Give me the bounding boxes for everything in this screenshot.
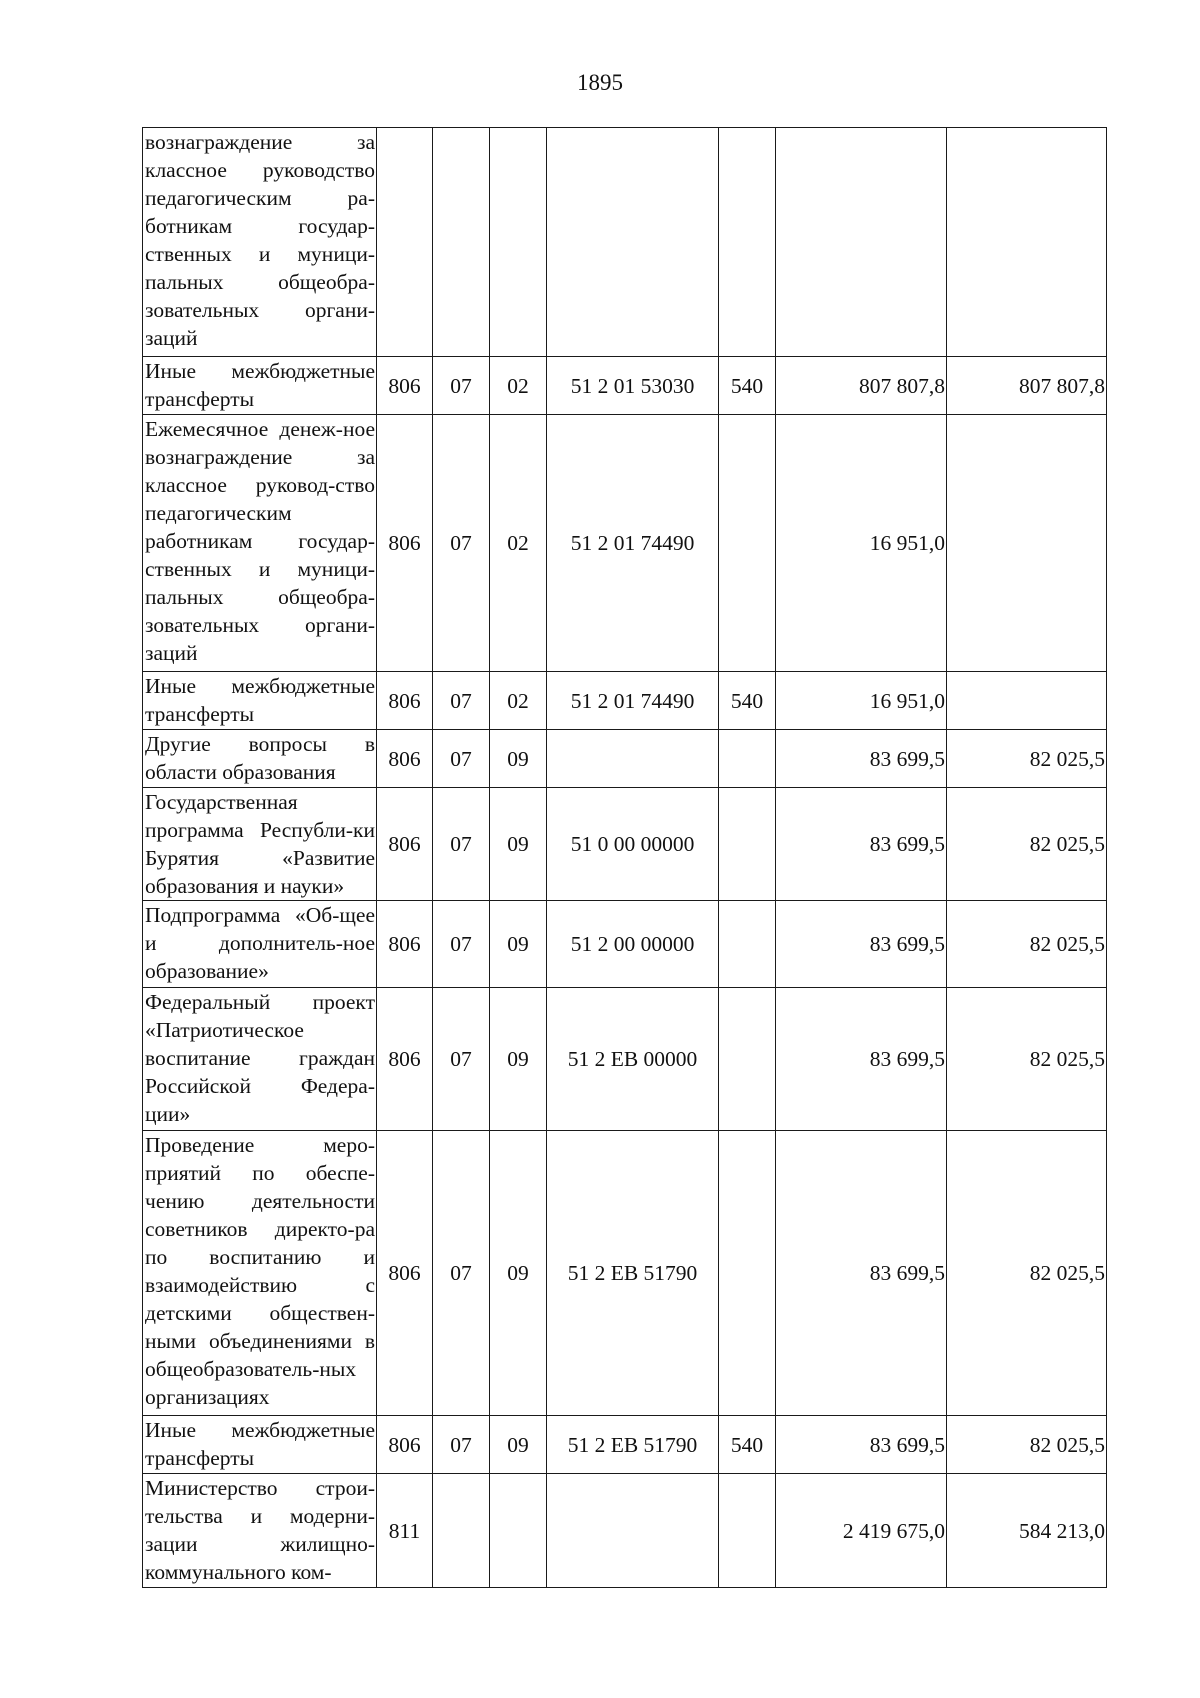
table-row: [143, 357, 1107, 415]
target-article-cell: 51 2 01 74490: [547, 415, 719, 672]
section-code-cell: 07: [433, 1416, 490, 1474]
expense-type-cell: [719, 1474, 776, 1588]
row-name-cell: Другие вопросы в области образования: [143, 730, 377, 788]
expense-type-cell: [719, 901, 776, 988]
table-row: [143, 415, 1107, 672]
section-code-cell: 07: [433, 901, 490, 988]
amount-year1-cell: 807 807,8: [776, 357, 947, 415]
ved-code-cell: 811: [377, 1474, 433, 1588]
subsection-code-cell: 09: [490, 1131, 547, 1416]
amount-year1-cell: 16 951,0: [776, 415, 947, 672]
expense-type-cell: 540: [719, 672, 776, 730]
ved-code-cell: 806: [377, 730, 433, 788]
target-article-cell: [547, 730, 719, 788]
amount-year2-cell: [947, 415, 1107, 672]
target-article-cell: [547, 1474, 719, 1588]
amount-year1-cell: [776, 128, 947, 357]
row-name-cell: Иные межбюджетные трансферты: [143, 1416, 377, 1474]
table-row: [143, 1474, 1107, 1588]
target-article-cell: 51 2 01 74490: [547, 672, 719, 730]
row-name-cell: Федеральный проект «Патриотическое воспитание граждан Российской Федера-ции»: [143, 988, 377, 1131]
section-code-cell: [433, 128, 490, 357]
row-name-cell: Иные межбюджетные трансферты: [143, 672, 377, 730]
expense-type-cell: [719, 128, 776, 357]
table-row: [143, 128, 1107, 357]
section-code-cell: 07: [433, 415, 490, 672]
section-code-cell: 07: [433, 788, 490, 901]
table-row: [143, 730, 1107, 788]
expense-type-cell: [719, 1131, 776, 1416]
amount-year2-cell: 82 025,5: [947, 1416, 1107, 1474]
section-code-cell: 07: [433, 1131, 490, 1416]
amount-year2-cell: 82 025,5: [947, 730, 1107, 788]
subsection-code-cell: [490, 128, 547, 357]
ved-code-cell: 806: [377, 1416, 433, 1474]
ved-code-cell: 806: [377, 788, 433, 901]
table-row: [143, 901, 1107, 988]
section-code-cell: 07: [433, 672, 490, 730]
subsection-code-cell: 09: [490, 730, 547, 788]
subsection-code-cell: 02: [490, 672, 547, 730]
expense-type-cell: 540: [719, 1416, 776, 1474]
amount-year1-cell: 16 951,0: [776, 672, 947, 730]
amount-year1-cell: 83 699,5: [776, 788, 947, 901]
ved-code-cell: [377, 128, 433, 357]
row-name-cell: Иные межбюджетные трансферты: [143, 357, 377, 415]
target-article-cell: [547, 128, 719, 357]
ved-code-cell: 806: [377, 672, 433, 730]
amount-year1-cell: 83 699,5: [776, 730, 947, 788]
amount-year1-cell: 83 699,5: [776, 1131, 947, 1416]
subsection-code-cell: 09: [490, 901, 547, 988]
subsection-code-cell: 02: [490, 357, 547, 415]
section-code-cell: [433, 1474, 490, 1588]
target-article-cell: 51 2 00 00000: [547, 901, 719, 988]
expense-type-cell: [719, 730, 776, 788]
row-name-cell: Подпрограмма «Об-щее и дополнитель-ное образование»: [143, 901, 377, 988]
amount-year1-cell: 83 699,5: [776, 901, 947, 988]
expense-type-cell: [719, 415, 776, 672]
amount-year2-cell: 82 025,5: [947, 988, 1107, 1131]
section-code-cell: 07: [433, 730, 490, 788]
row-name-cell: Министерство строи-тельства и модерни-зации жилищно-коммунального ком-: [143, 1474, 377, 1588]
amount-year2-cell: 807 807,8: [947, 357, 1107, 415]
table-row: [143, 788, 1107, 901]
subsection-code-cell: [490, 1474, 547, 1588]
target-article-cell: 51 2 EB 00000: [547, 988, 719, 1131]
expense-type-cell: 540: [719, 357, 776, 415]
target-article-cell: 51 0 00 00000: [547, 788, 719, 901]
section-code-cell: 07: [433, 988, 490, 1131]
amount-year2-cell: 82 025,5: [947, 788, 1107, 901]
amount-year2-cell: [947, 128, 1107, 357]
subsection-code-cell: 09: [490, 1416, 547, 1474]
table-row: [143, 1131, 1107, 1416]
ved-code-cell: 806: [377, 1131, 433, 1416]
subsection-code-cell: 02: [490, 415, 547, 672]
table-row: [143, 672, 1107, 730]
budget-table: [142, 127, 1107, 1588]
target-article-cell: 51 2 EB 51790: [547, 1416, 719, 1474]
row-name-cell: Ежемесячное денеж-ное вознаграждение за классное руковод-ство педагогическим работникам государ-ственных и муници-пальных общеобра-зовательных органи-заций: [143, 415, 377, 672]
target-article-cell: 51 2 EB 51790: [547, 1131, 719, 1416]
expense-type-cell: [719, 988, 776, 1131]
ved-code-cell: 806: [377, 988, 433, 1131]
ved-code-cell: 806: [377, 901, 433, 988]
amount-year2-cell: 82 025,5: [947, 901, 1107, 988]
amount-year2-cell: 82 025,5: [947, 1131, 1107, 1416]
row-name-cell: Проведение меро-приятий по обеспе-чению деятельности советников директо-ра по воспитанию и взаимодействию с детскими обществен-ными объединениями в общеобразователь-ных организациях: [143, 1131, 377, 1416]
row-name-cell: Государственная программа Республи-ки Бурятия «Развитие образования и науки»: [143, 788, 377, 901]
amount-year2-cell: [947, 672, 1107, 730]
section-code-cell: 07: [433, 357, 490, 415]
subsection-code-cell: 09: [490, 988, 547, 1131]
ved-code-cell: 806: [377, 415, 433, 672]
amount-year1-cell: 83 699,5: [776, 1416, 947, 1474]
row-name-cell: вознаграждение за классное руководство педагогическим ра-ботникам государ-ственных и муници-пальных общеобра-зовательных органи-заций: [143, 128, 377, 357]
target-article-cell: 51 2 01 53030: [547, 357, 719, 415]
amount-year2-cell: 584 213,0: [947, 1474, 1107, 1588]
table-row: [143, 988, 1107, 1131]
table-row: [143, 1416, 1107, 1474]
expense-type-cell: [719, 788, 776, 901]
amount-year1-cell: 83 699,5: [776, 988, 947, 1131]
subsection-code-cell: 09: [490, 788, 547, 901]
amount-year1-cell: 2 419 675,0: [776, 1474, 947, 1588]
ved-code-cell: 806: [377, 357, 433, 415]
page-number: 1895: [577, 70, 623, 95]
